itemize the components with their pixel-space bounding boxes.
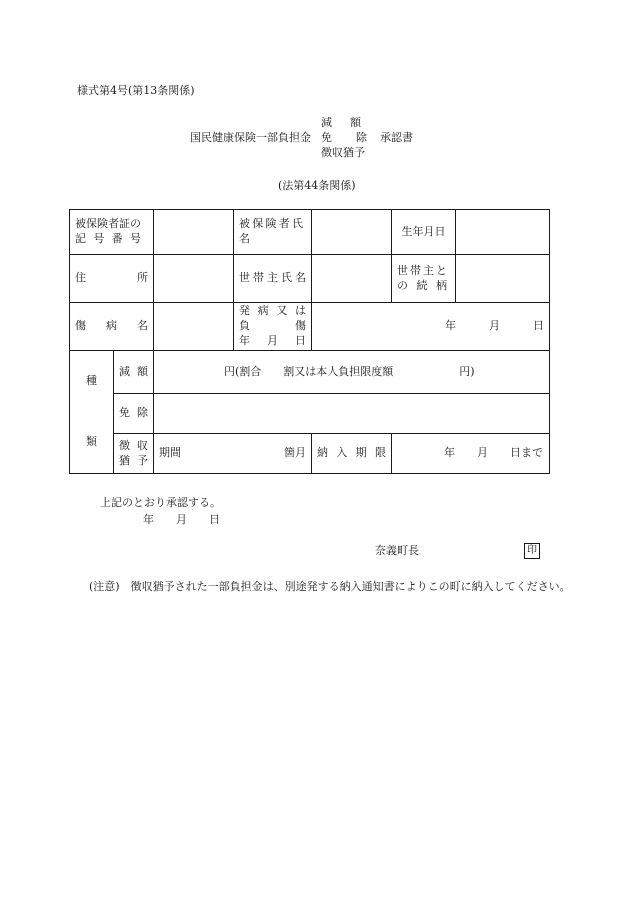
deadline-label: 納入期限 [312,434,392,474]
form-number: 様式第4号(第13条関係) [77,84,195,97]
householder-value[interactable] [312,255,392,303]
title-main: 国民健康保険一部負担金 [190,131,311,144]
reduce-label: 減額 [114,351,154,394]
period-unit: 箇月 [284,446,306,460]
seal-mark-icon: 印 [524,543,540,559]
approval-date: 年 月 日 [143,513,220,526]
insured-cert-value[interactable] [154,210,234,255]
relation-label: 世帯主との続柄 [392,255,456,303]
onset-label: 発病又は 負 傷 年 月 日 [234,303,312,351]
onset-date[interactable]: 年 月 日 [312,303,550,351]
period-label: 期間 [159,446,181,460]
document-title [190,117,430,162]
insured-name-label: 被保険者氏 名 [234,210,312,255]
note-text: (注意) 徴収猶予された一部負担金は、別途発する納入通知書によりこの町に納入してください。 [89,580,571,593]
exempt-value[interactable] [154,394,550,434]
address-value[interactable] [154,255,234,303]
defer-label: 徴収 猶予 [114,434,154,474]
birthdate-value[interactable] [456,210,550,255]
title-suffix: 承認書 [380,131,413,144]
insured-cert-label: 被保険者証の記号番号 [70,210,154,255]
title-option-exempt: 免 除 [321,131,367,144]
mayor-title: 奈義町長 [375,544,419,557]
birthdate-label: 生年月日 [392,210,456,255]
exempt-label: 免除 [114,394,154,434]
title-option-reduce: 減額 [321,116,379,129]
law-reference: (法第44条関係) [278,179,356,192]
type-label: 種 類 [70,351,114,474]
relation-value[interactable] [456,255,550,303]
application-table [69,209,550,474]
reduce-value[interactable]: 円(割合 割又は本人負担限度額 円) [154,351,550,394]
householder-label: 世帯主氏名 [234,255,312,303]
address-label: 住 所 [70,255,154,303]
period-value[interactable] [154,434,312,474]
injury-value[interactable] [154,303,234,351]
approval-statement: 上記のとおり承認する。 [100,496,221,509]
injury-label: 傷 病 名 [70,303,154,351]
title-option-defer: 徴収猶予 [321,146,365,159]
deadline-date[interactable]: 年 月 日まで [392,434,550,474]
